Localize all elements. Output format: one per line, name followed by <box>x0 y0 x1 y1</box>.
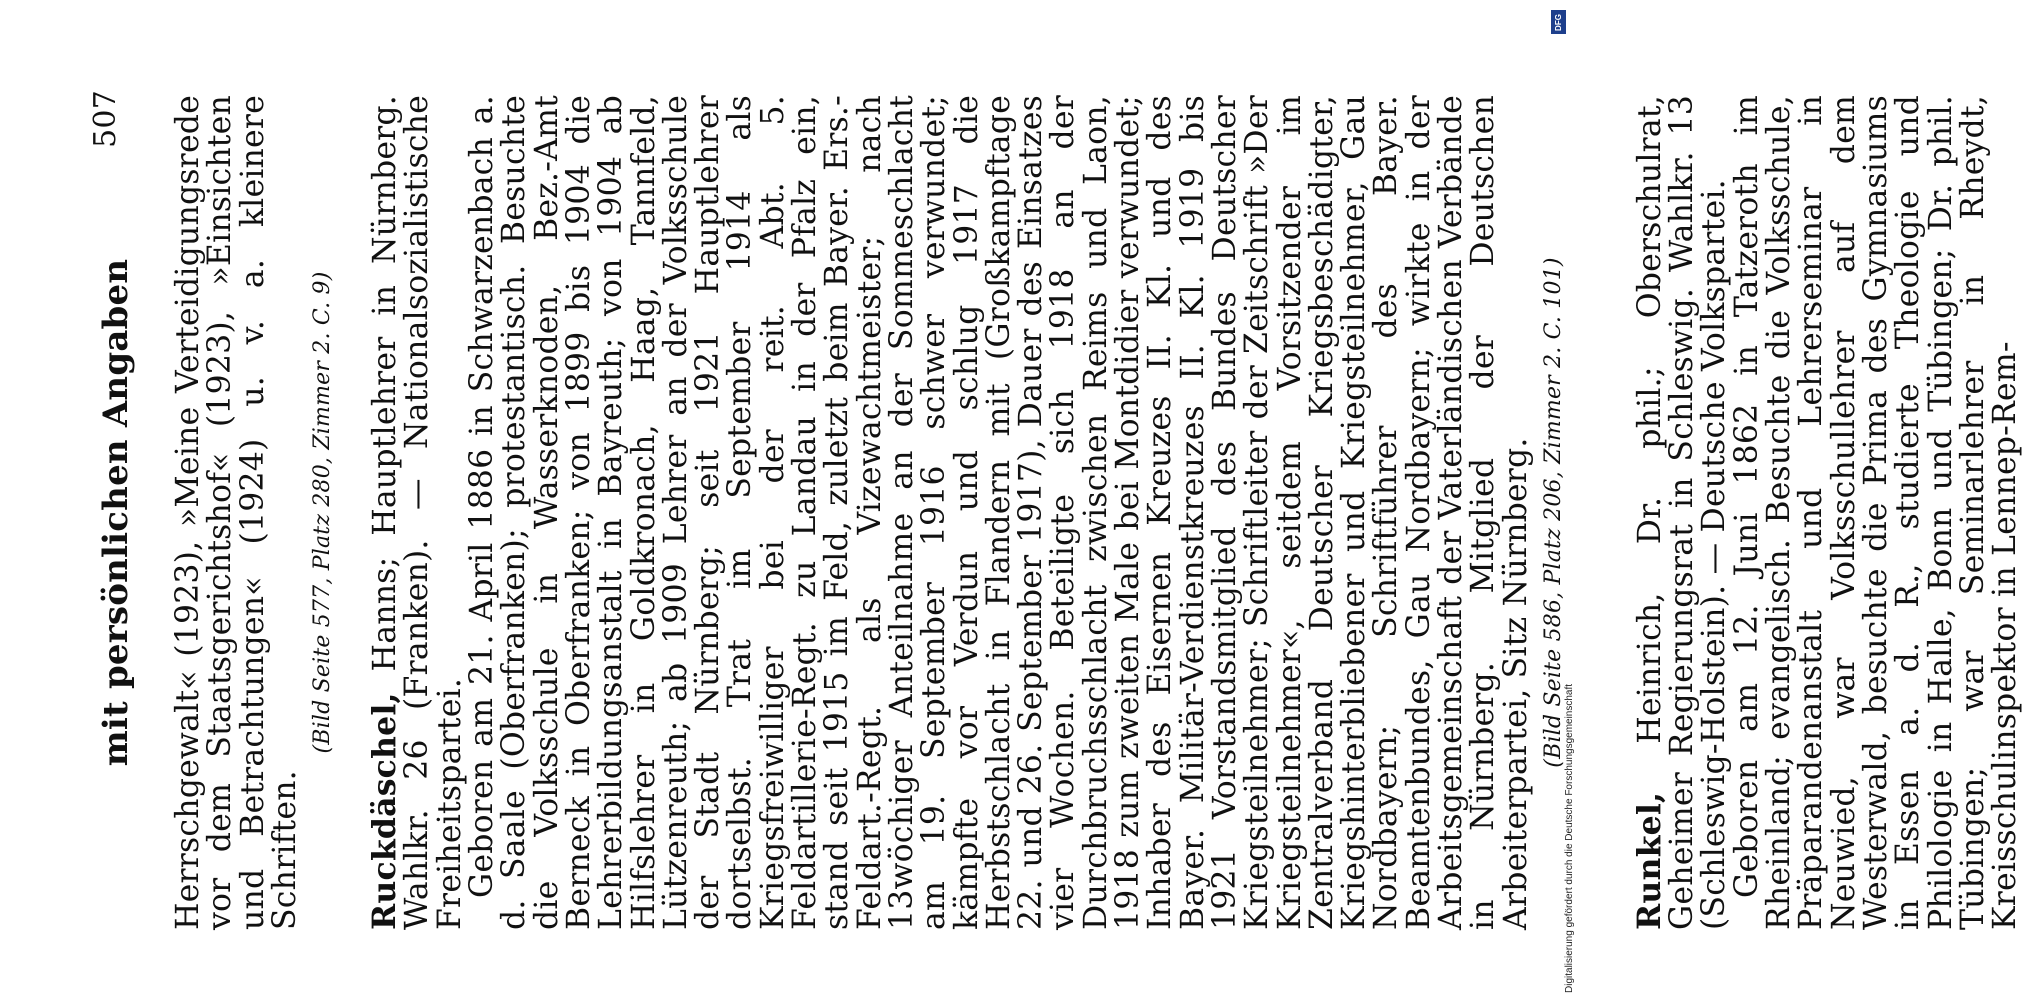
page-header <box>88 90 150 930</box>
page-number: 507 <box>88 90 123 148</box>
entry-intro: Heinrich, Dr. phil.; Oberschulrat, Geheimer Regierungsrat in Schleswig. Wahlkr. 13 (Schleswig-Holstein). — Deutsche Volkspartei. <box>1631 95 1733 930</box>
dfg-logo-label: DFG <box>1554 13 1564 31</box>
image-reference-caption: (Bild Seite 586, Platz 206, Zimmer 2. C. 101) <box>1540 257 1566 768</box>
text-column <box>88 90 2023 930</box>
entry-separator <box>1600 95 1634 930</box>
entry-ruckdaeschel-heading <box>366 95 468 930</box>
digitization-note-text: Digitalisierung gefördert durch die Deutsche Forschungsgemeinschaft <box>1564 683 1575 993</box>
running-head: mit persönlichen Angaben <box>96 258 136 767</box>
entry-runkel-body: Geboren am 12. Juni 1862 in Tatzeroth im Rheinland; evangelisch. Besuchte die Volksschule, Präparandenanstalt und Lehrerseminar in Neuwied, war Volksschullehrer auf dem Westerwald, besuchte die Prima des Gymnasiums in Essen a. d. R., studierte Theologie und Philologie in Halle, Bonn und Tübingen; Dr. phil. Tübingen; war Seminarlehrer in Rheydt, Kreisschulinspektor in Lennep-Rem- <box>1728 95 2023 930</box>
continued-entry-text: Herrschgewalt« (1923), »Meine Verteidigungsrede vor dem Staatsgerichtshof« (1923), »Einsichten und Betrachtungen« (1924) u. v. a. kleinere Schriften. <box>170 95 303 930</box>
entry-ruckdaeschel-body: Geboren am 21. April 1886 in Schwarzenbach a. d. Saale (Oberfranken); protestantisch. Besuchte die Volksschule in Wasserknoden, Bez.-Amt Berneck in Oberfranken; von 1899 bis 1904 die Lehrerbildungsanstalt in Bayreuth; von 1904 ab Hilfslehrer in Goldkronach, Haag, Tannfeld, Lützenreuth; ab 1909 Lehrer an der Volksschule der Stadt Nürnberg; seit 1921 Hauptlehrer dortselbst. Trat im September 1914 als Kriegsfreiwilliger bei der reit. Abt. 5. Feldartillerie-Regt. zu Landau in der Pfalz ein, stand seit 1915 im Feld, zuletzt beim Bayer. Ers.-Feldart.-Regt. als Vizewachtmeister; nach 13wöchiger Anteilnahme an der Sommeschlacht am 19. September 1916 schwer verwundet; kämpfte vor Verdun und schlug 1917 die Herbstschlacht in Flandern mit (Großkampftage 22. und 26. September 1917), Dauer des Einsatzes vier Wochen. Beteiligte sich 1918 an der Durchbruchsschlacht zwischen Reims und Laon, 1918 zum zweiten Male bei Montdidier verwundet; Inhaber des Eisernen Kreuzes II. Kl. und des Bayer. Militär-Verdienstkreuzes II. Kl. 1919 bis 1921 Vorstandsmitglied des Bundes Deutscher Kriegsteilnehmer; Schriftleiter der Zeitschrift »Der Kriegsteilnehmer«, seitdem Vorsitzender im Zentralverband Deutscher Kriegsbeschädigter, Kriegshinterbliebener und Kriegsteilnehmer, Gau Nordbayern; Schriftführer des Bayer. Beamtenbundes, Gau Nordbayern; wirkte in der Arbeitsgemeinschaft der Vaterländischen Verbände in Nürnberg. Mitglied der Deutschen Arbeiterpartei, Sitz Nürnberg. <box>464 95 1534 930</box>
entry-name: Ruckdäschel, <box>366 692 404 930</box>
entry-intro: Hanns; Hauptlehrer in Nürnberg. Wahlkr. 26 (Franken). — Nationalsozialistische Freiheitspartei. <box>367 95 468 930</box>
digitization-note <box>1550 8 1575 993</box>
entry-runkel-heading <box>1630 95 1733 930</box>
entry-name: Runkel, <box>1630 791 1668 930</box>
image-reference-caption: (Bild Seite 577, Platz 280, Zimmer 2. C. 9) <box>310 271 336 754</box>
